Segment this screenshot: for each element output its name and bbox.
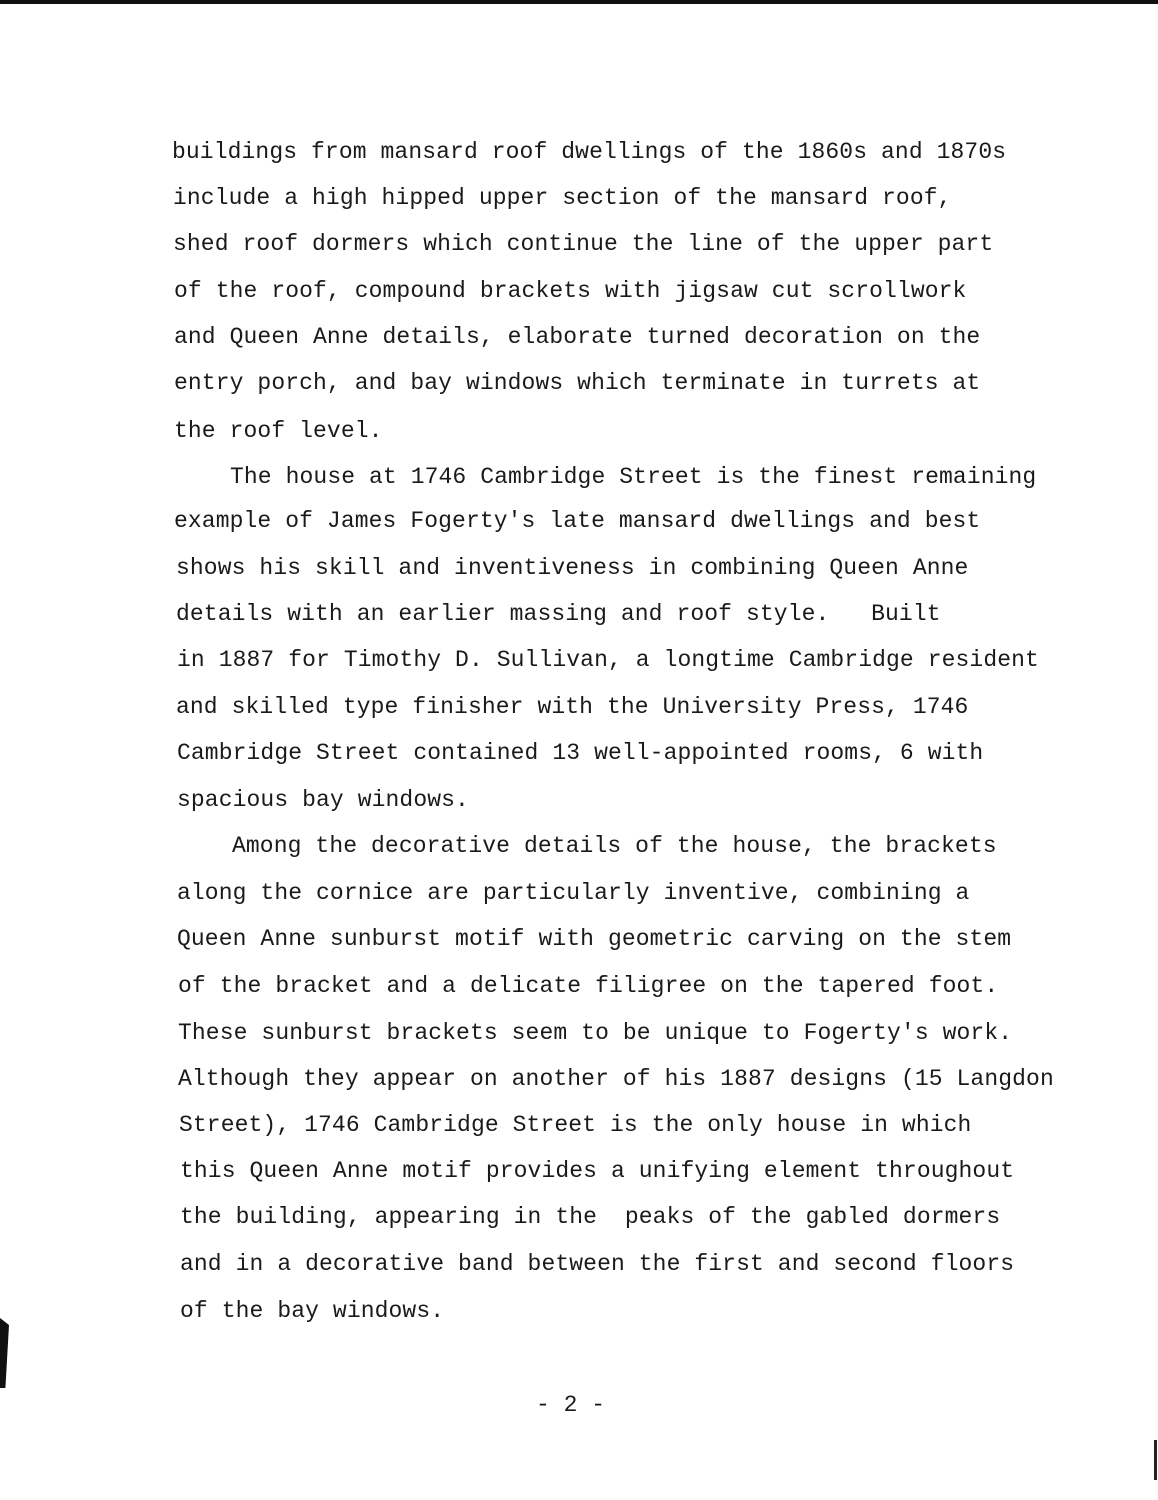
text-line: along the cornice are particularly inventive, combining a <box>177 880 970 906</box>
text-line: shed roof dormers which continue the line of the upper part <box>173 231 994 257</box>
text-line: Queen Anne sunburst motif with geometric carving on the stem <box>177 926 1012 952</box>
text-line: Cambridge Street contained 13 well-appointed rooms, 6 with <box>177 740 984 766</box>
text-line: Although they appear on another of his 1887 designs (15 Langdon <box>178 1066 1054 1092</box>
page-number: - 2 - <box>536 1392 606 1418</box>
text-line: in 1887 for Timothy D. Sullivan, a longtime Cambridge resident <box>177 647 1039 673</box>
text-line: These sunburst brackets seem to be unique to Fogerty's work. <box>178 1020 1013 1046</box>
scan-edge-mark <box>0 1318 9 1388</box>
scan-top-border <box>0 0 1158 4</box>
text-line: include a high hipped upper section of the mansard roof, <box>173 185 952 211</box>
text-line: and skilled type finisher with the University Press, 1746 <box>176 694 969 720</box>
text-line: shows his skill and inventiveness in combining Queen Anne <box>176 555 969 581</box>
text-line: and Queen Anne details, elaborate turned decoration on the <box>174 324 981 350</box>
text-line: of the bay windows. <box>180 1298 445 1324</box>
text-line: the roof level. <box>174 418 383 444</box>
text-line: this Queen Anne motif provides a unifying element throughout <box>180 1158 1015 1184</box>
text-line: The house at 1746 Cambridge Street is the finest remaining <box>230 464 1037 490</box>
text-line: and in a decorative band between the first and second floors <box>180 1251 1015 1277</box>
text-line: Street), 1746 Cambridge Street is the only house in which <box>179 1112 972 1138</box>
scan-edge-mark-right <box>1154 1440 1157 1480</box>
text-line: details with an earlier massing and roof style. Built <box>176 601 941 627</box>
text-line: spacious bay windows. <box>177 787 469 813</box>
text-line: buildings from mansard roof dwellings of the 1860s and 1870s <box>172 139 1007 165</box>
text-line: of the bracket and a delicate filigree on the tapered foot. <box>178 973 999 999</box>
text-line: of the roof, compound brackets with jigsaw cut scrollwork <box>174 278 967 304</box>
text-line: Among the decorative details of the house, the brackets <box>232 833 997 859</box>
text-line: entry porch, and bay windows which terminate in turrets at <box>174 370 981 396</box>
text-line: the building, appearing in the peaks of the gabled dormers <box>180 1204 1001 1230</box>
text-line: example of James Fogerty's late mansard dwellings and best <box>174 508 981 534</box>
